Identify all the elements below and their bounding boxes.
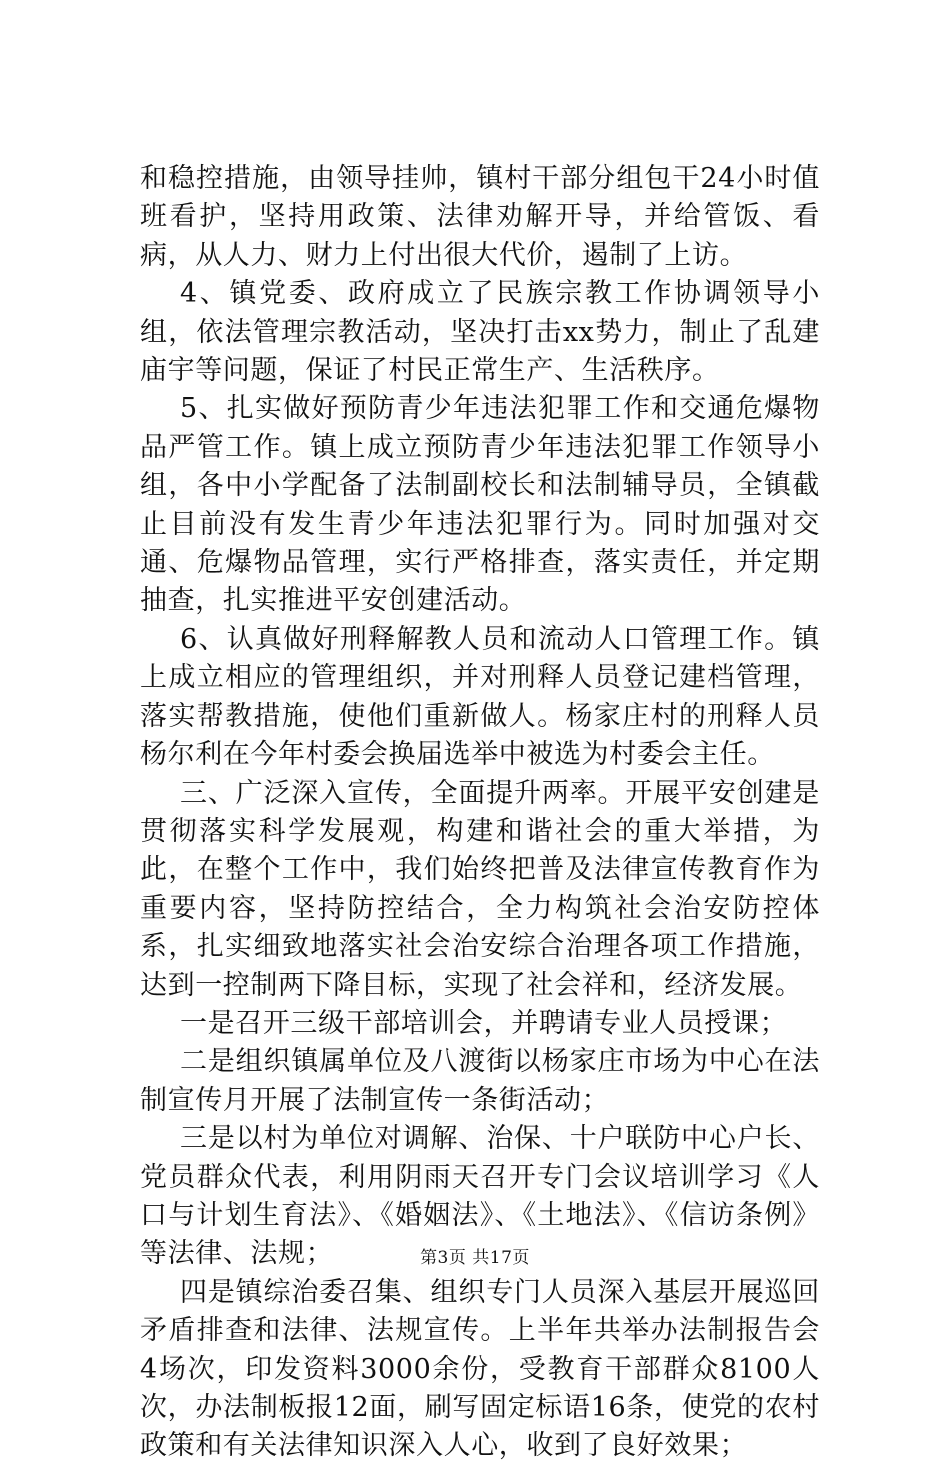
paragraph-section-3: 三、广泛深入宣传，全面提升两率。开展平安创建是贯彻落实科学发展观，构建和谐社会的重大举措，为此，在整个工作中，我们始终把普及法律宣传教育作为重要内容，坚持防控结合，全力构筑社会治安防控体系，扎实细致地落实社会治安综合治理各项工作措施，达到一控制两下降目标，实现了社会祥和，经济发展。 — [140, 777, 820, 1001]
paragraph-continuation: 和稳控措施，由领导挂帅，镇村干部分组包干24小时值班看护，坚持用政策、法律劝解开导，并给管饭、看病，从人力、财力上付出很大代价，遏制了上访。 — [140, 163, 820, 271]
paragraph-item-4: 4、镇党委、政府成立了民族宗教工作协调领导小组，依法管理宗教活动，坚决打击xx势力，制止了乱建庙宇等问题，保证了村民正常生产、生活秩序。 — [140, 278, 820, 387]
document-body — [140, 160, 820, 1466]
paragraph-point-4: 四是镇综治委召集、组织专门人员深入基层开展巡回矛盾排查和法律、法规宣传。上半年共举办法制报告会4场次，印发资料3000余份，受教育干部群众8100人次，办法制板报12面，刷写固定标语16条，使党的农村政策和有关法律知识深入人心，收到了良好效果； — [140, 1276, 820, 1462]
paragraph-point-1: 一是召开三级干部培训会，并聘请专业人员授课； — [180, 1007, 788, 1039]
paragraph-point-3: 三是以村为单位对调解、治保、十户联防中心户长、党员群众代表，利用阴雨天召开专门会议培训学习《人口与计划生育法》、《婚姻法》、《土地法》、《信访条例》等法律、法规； — [140, 1123, 820, 1270]
page-number-footer: 第3页 共17页 — [420, 1248, 530, 1268]
paragraph-item-6: 6、认真做好刑释解教人员和流动人口管理工作。镇上成立相应的管理组织，并对刑释人员登记建档管理，落实帮教措施，使他们重新做人。杨家庄村的刑释人员杨尔利在今年村委会换届选举中被选为村委会主任。 — [140, 623, 820, 771]
paragraph-point-2: 二是组织镇属单位及八渡街以杨家庄市场为中心在法制宣传月开展了法制宣传一条街活动； — [140, 1046, 820, 1116]
paragraph-item-5: 5、扎实做好预防青少年违法犯罪工作和交通危爆物品严管工作。镇上成立预防青少年违法犯罪工作领导小组，各中小学配备了法制副校长和法制辅导员，全镇截止目前没有发生青少年违法犯罪行为。同时加强对交通、危爆物品管理，实行严格排查，落实责任，并定期抽查，扎实推进平安创建活动。 — [140, 393, 820, 617]
